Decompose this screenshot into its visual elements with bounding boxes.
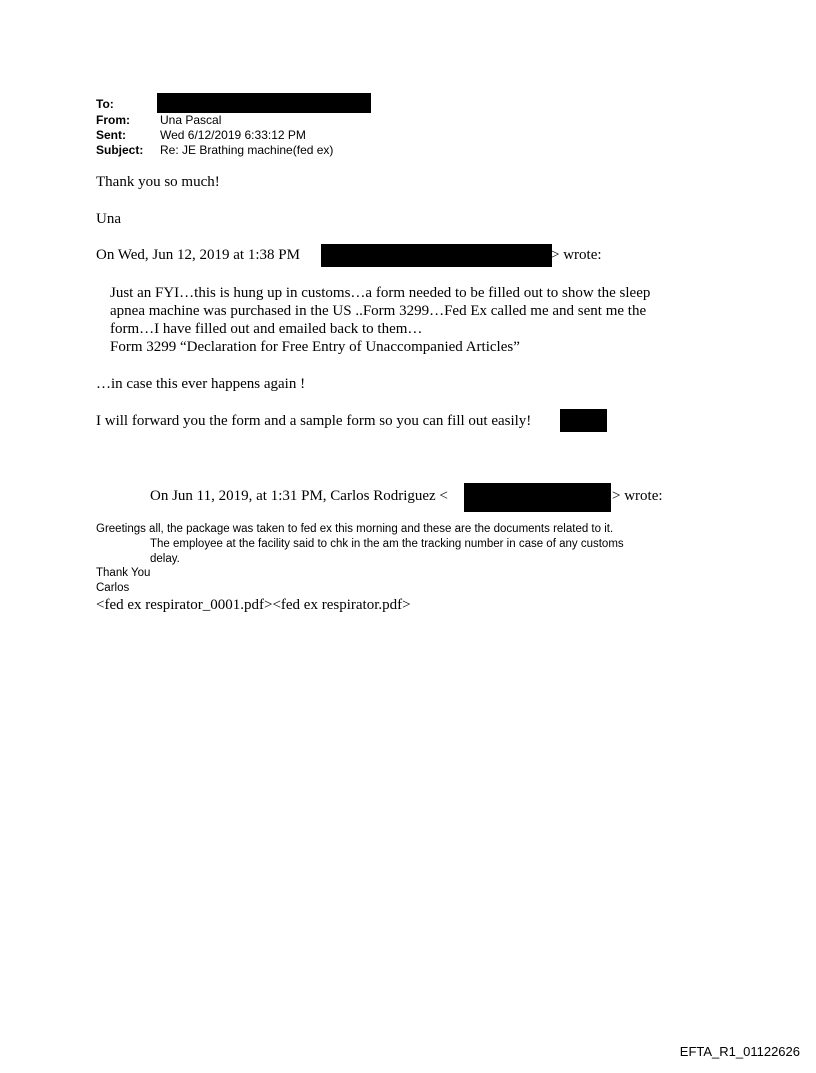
quote2-line: Greetings all, the package was taken to fed ex this morning and these are the documents related to it.: [96, 523, 614, 535]
quote2-thanks: Thank You: [96, 567, 151, 579]
reply-signature: Una: [96, 211, 121, 227]
redaction-quote1-inline: [560, 409, 607, 432]
quote2-line: delay.: [150, 553, 180, 565]
quote1-para-line: apnea machine was purchased in the US ..Form 3299…Fed Ex called me and sent me the: [110, 303, 647, 319]
redaction-to: [157, 93, 371, 113]
redaction-quote1-sender: [321, 244, 552, 267]
from-label: From:: [96, 113, 130, 127]
redaction-quote2-email: [464, 483, 611, 512]
quote1-attribution-suffix: > wrote:: [551, 247, 602, 263]
subject-value: Re: JE Brathing machine(fed ex): [160, 143, 334, 157]
from-value: Una Pascal: [160, 113, 222, 127]
quote1-para-line: form…I have filled out and emailed back to them…: [110, 321, 423, 337]
quote1-para-line: Just an FYI…this is hung up in customs…a form needed to be filled out to show the sleep: [110, 285, 651, 301]
to-label: To:: [96, 97, 114, 111]
sent-value: Wed 6/12/2019 6:33:12 PM: [160, 128, 306, 142]
reply-line: Thank you so much!: [96, 174, 220, 190]
quote1-forward-line: I will forward you the form and a sample form so you can fill out easily!: [96, 413, 532, 429]
attachments-line: <fed ex respirator_0001.pdf><fed ex respirator.pdf>: [96, 597, 411, 613]
quote1-attribution-prefix: On Wed, Jun 12, 2019 at 1:38 PM: [96, 247, 300, 263]
quote2-attribution-prefix: On Jun 11, 2019, at 1:31 PM, Carlos Rodriguez <: [150, 488, 448, 504]
quote1-case-line: …in case this ever happens again !: [96, 376, 306, 392]
subject-label: Subject:: [96, 143, 144, 157]
quote2-line: The employee at the facility said to chk in the am the tracking number in case of any customs: [150, 538, 624, 550]
quote2-name: Carlos: [96, 582, 130, 594]
quote2-attribution-suffix: > wrote:: [612, 488, 663, 504]
document-id: EFTA_R1_01122626: [679, 1044, 800, 1059]
sent-label: Sent:: [96, 128, 126, 142]
quote1-para-line: Form 3299 “Declaration for Free Entry of Unaccompanied Articles”: [110, 339, 520, 355]
